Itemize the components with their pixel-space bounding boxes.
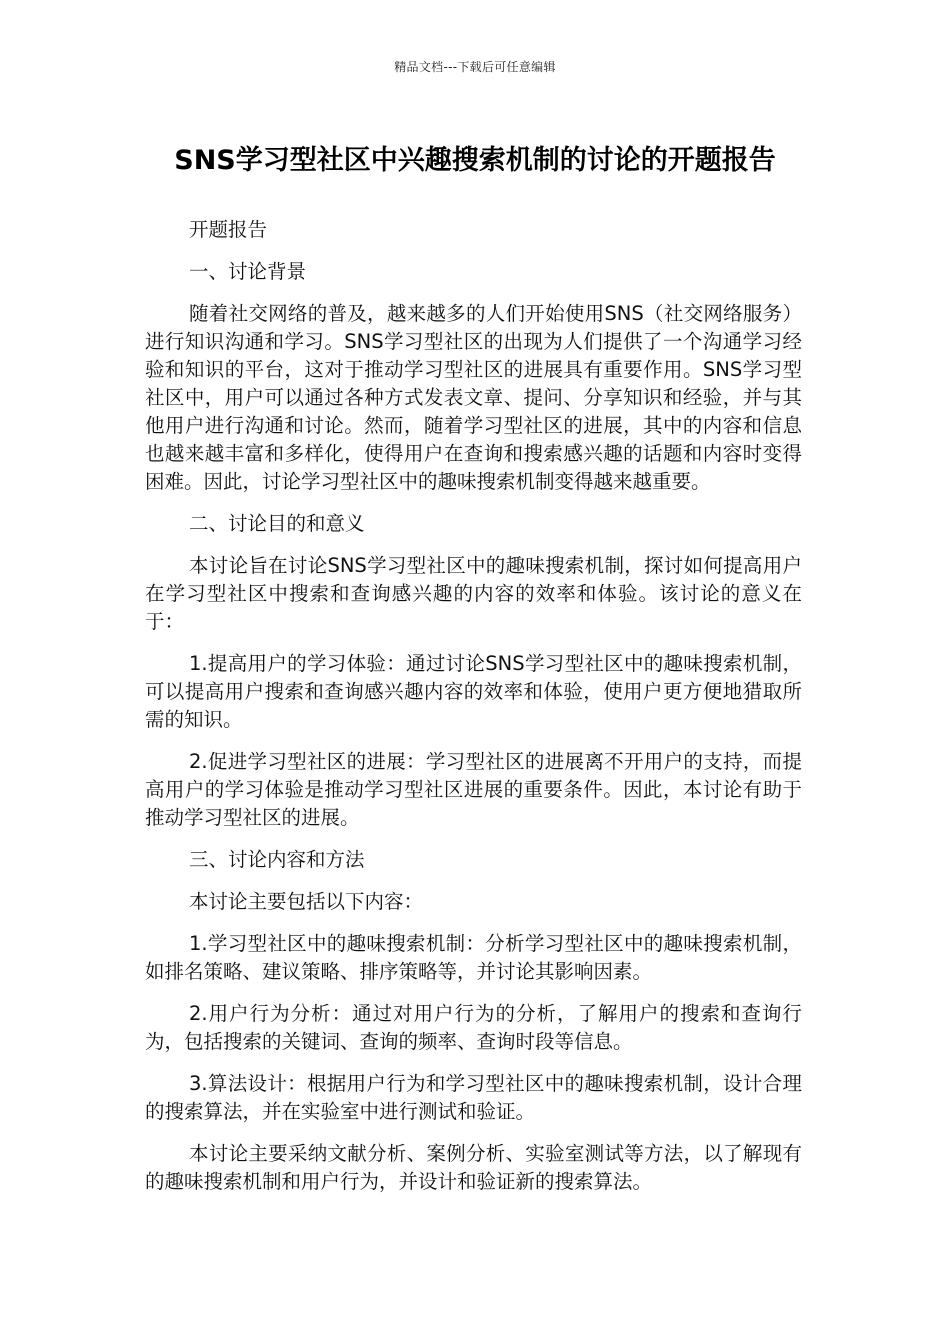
paragraph-purpose-point-1: 1.提高用户的学习体验：通过讨论SNS学习型社区中的趣味搜索机制，可以提高用户搜索和查询感兴趣内容的效率和体验，使用户更方便地猎取所需的知识。 [145,652,802,731]
paragraph-background: 随着社交网络的普及，越来越多的人们开始使用SNS（社交网络服务）进行知识沟通和学习。SNS学习型社区的出现为人们提供了一个沟通学习经验和知识的平台，这对于推动学习型社区的进展具有重要作用。SNS学习型社区中，用户可以通过各种方式发表文章、提问、分享知识和经验，并与其他用户进行沟通和讨论。然而，随着学习型社区的进展，其中的内容和信息也越来越丰富和多样化，使得用户在查询和搜索感兴趣的话题和内容时变得困难。因此，讨论学习型社区中的趣味搜索机制变得越来越重要。 [145,302,802,493]
paragraph-purpose: 本讨论旨在讨论SNS学习型社区中的趣味搜索机制，探讨如何提高用户在学习型社区中搜索和查询感兴趣的内容的效率和体验。该讨论的意义在于： [145,554,802,633]
paragraph-purpose-point-2: 2.促进学习型社区的进展：学习型社区的进展离不开用户的支持，而提高用户的学习体验是推动学习型社区进展的重要条件。因此，本讨论有助于推动学习型社区的进展。 [145,750,802,829]
document-body [145,216,802,1210]
section-heading-content-method: 三、讨论内容和方法 [189,848,365,871]
document-title: SNS学习型社区中兴趣搜索机制的讨论的开题报告 [174,145,776,176]
paragraph-content-point-3: 3.算法设计：根据用户行为和学习型社区中的趣味搜索机制，设计合理的搜索算法，并在实验室中进行测试和验证。 [145,1072,802,1123]
paragraph-content-point-2: 2.用户行为分析：通过对用户行为的分析，了解用户的搜索和查询行为，包括搜索的关键词、查询的频率、查询时段等信息。 [145,1002,802,1053]
paragraph-content-intro: 本讨论主要包括以下内容： [189,890,424,913]
header-note: 精品文档---下载后可任意编辑 [394,60,556,74]
section-label-report: 开题报告 [189,218,268,241]
paragraph-method: 本讨论主要采纳文献分析、案例分析、实验室测试等方法，以了解现有的趣味搜索机制和用户行为，并设计和验证新的搜索算法。 [145,1142,802,1193]
paragraph-content-point-1: 1.学习型社区中的趣味搜索机制：分析学习型社区中的趣味搜索机制，如排名策略、建议策略、排序策略等，并讨论其影响因素。 [145,932,802,983]
section-heading-background: 一、讨论背景 [189,260,307,283]
section-heading-purpose: 二、讨论目的和意义 [189,512,365,535]
